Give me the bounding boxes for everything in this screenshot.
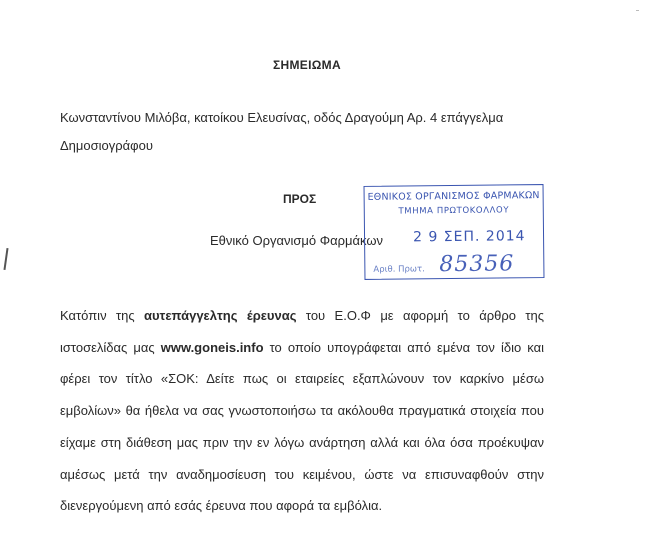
protocol-stamp [364, 184, 545, 280]
website-link-text: www.goneis.info [160, 339, 264, 355]
body-text-emphasis: αυτεπάγγελτης έρευνας [143, 308, 297, 323]
recipient-label: ΠΡΟΣ [283, 192, 317, 206]
body-text-intro: Κατόπιν της [60, 308, 144, 323]
margin-pen-mark [3, 248, 8, 270]
document-title: ΣΗΜΕΙΩΜΑ [273, 58, 341, 72]
stamp-department: ΤΜΗΜΑ ΠΡΩΤΟΚΟΛΛΟΥ [398, 205, 510, 217]
recipient-name: Εθνικό Οργανισμό Φαρμάκων [210, 233, 384, 248]
sender-details: Κωνσταντίνου Μιλόβα, κατοίκου Ελευσίνας, οδός Δραγούμη Αρ. 4 επάγγελμα Δημοσιογράφου [60, 110, 504, 153]
stamp-date: 2 9 ΣΕΠ. 2014 [412, 228, 526, 246]
stamp-protocol-number: 85356 [439, 251, 515, 278]
scan-speck [636, 10, 639, 11]
body-text-remainder: το οποίο υπογράφεται από εμένα τον ίδιο και φέρει τον τίτλο «ΣΟΚ: Δείτε πως οι εταιρείες εξαπλώνουν τον καρκίνο μέσω εμβολίων» θα ήθελα να σας γνωστοποιήσω τα ακόλουθα πραγματικά στοιχεία που είχαμε στη διάθεση μας πριν την εν λόγω ανάρτηση αλλά και όλα όσα προέκυψαν αμέσως μετά την αναδημοσίευση του κειμένου, ώστε να επισυναφθούν στην διενεργούμενη από εσάς έρευνα που αφορά τα εμβόλια. [60, 339, 544, 514]
body-paragraph [60, 300, 544, 522]
stamp-organization: ΕΘΝΙΚΟΣ ΟΡΓΑΝΙΣΜΟΣ ΦΑΡΜΑΚΩΝ [367, 190, 540, 203]
body-text-segment: του Ε.Ο.Φ με αφορμή το άρθρο της ιστοσελίδας μας [60, 308, 545, 355]
stamp-protocol-label: Αριθ. Πρωτ. [373, 264, 425, 275]
